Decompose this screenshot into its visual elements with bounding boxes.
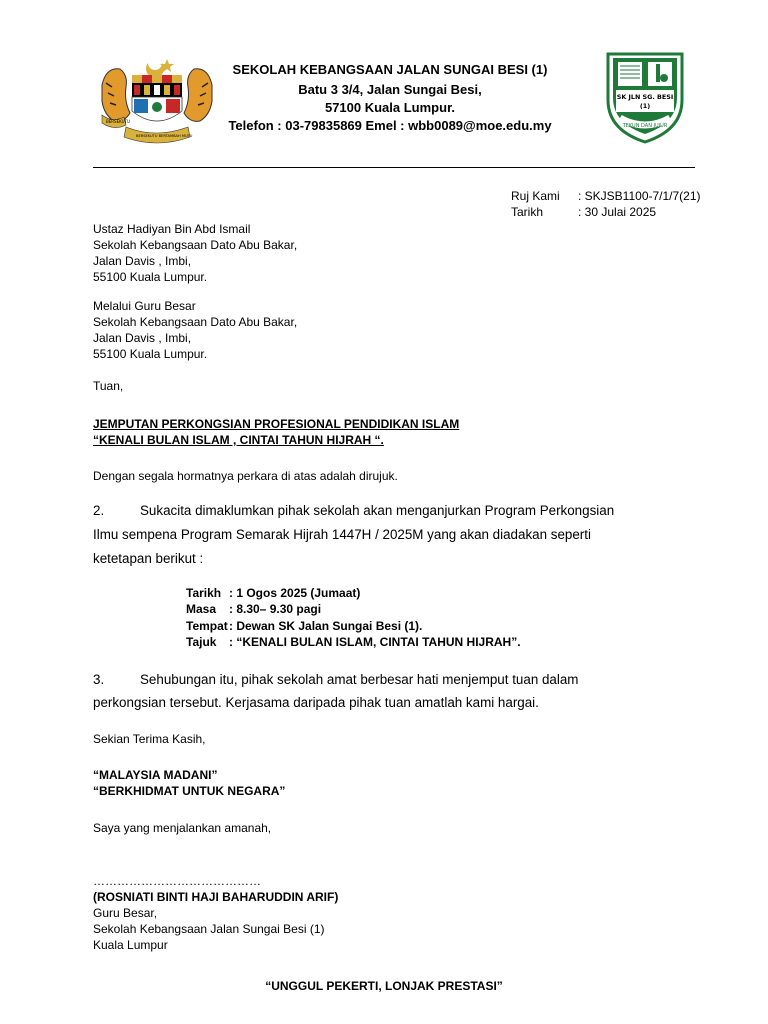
signature-dots: ……………………………………	[93, 874, 261, 888]
header-divider	[93, 167, 695, 168]
detail-label: Masa	[186, 602, 217, 616]
detail-value: : Dewan SK Jalan Sungai Besi (1).	[229, 619, 423, 633]
detail-value: : 8.30– 9.30 pagi	[229, 602, 322, 616]
school-crest-logo	[600, 48, 690, 144]
slogan-1: “MALAYSIA MADANI”	[93, 768, 218, 782]
para2-line-2: Ilmu sempena Program Semarak Hijrah 1447H / 2025M yang akan diadakan seperti	[93, 527, 591, 542]
tarikh-label: Tarikh	[511, 205, 544, 219]
para3-line-2: perkongsian tersebut. Kerjasama daripada pihak tuan amatlah kami hargai.	[93, 695, 539, 710]
school-address-2: 57100 Kuala Lumpur.	[324, 100, 456, 115]
via-line: Jalan Davis , Imbi,	[93, 331, 192, 345]
signatory-title: Guru Besar,	[93, 906, 158, 920]
closing: Sekian Terima Kasih,	[93, 732, 206, 746]
recipient-line: Sekolah Kebangsaan Dato Abu Bakar,	[93, 238, 298, 252]
detail-row	[186, 601, 321, 617]
detail-label: Tempat	[186, 619, 228, 633]
recipient-line: 55100 Kuala Lumpur.	[93, 270, 208, 284]
detail-row	[186, 585, 360, 601]
detail-row	[186, 618, 422, 634]
recipient-line: Jalan Davis , Imbi,	[93, 254, 192, 268]
coat-of-arms-logo	[96, 55, 218, 147]
recipient-line: Ustaz Hadiyan Bin Abd Ismail	[93, 222, 251, 236]
signatory-city: Kuala Lumpur	[93, 938, 168, 952]
school-address-1: Batu 3 3/4, Jalan Sungai Besi,	[298, 82, 482, 97]
recipient-address	[93, 221, 297, 285]
footer-motto: “UNGGUL PEKERTI, LONJAK PRESTASI”	[265, 979, 503, 993]
coat-of-arms-scroll-text: BERSEKUTU	[106, 119, 130, 124]
via-line: Sekolah Kebangsaan Dato Abu Bakar,	[93, 315, 298, 329]
para2-number: 2.	[93, 503, 105, 518]
detail-value: : “KENALI BULAN ISLAM, CINTAI TAHUN HIJRAH”.	[229, 635, 521, 649]
tarikh-value: : 30 Julai 2025	[578, 205, 657, 219]
detail-label: Tarikh	[186, 586, 222, 600]
via-address	[93, 298, 297, 362]
subject-line-2: “KENALI BULAN ISLAM , CINTAI TAHUN HIJRAH “.	[93, 433, 384, 447]
via-line: Melalui Guru Besar	[93, 299, 196, 313]
crest-motto-text: TEKUN DAN JUJUR	[622, 123, 668, 129]
crest-number-text: (1)	[639, 102, 651, 110]
para2-line-1: Sukacita dimaklumkan pihak sekolah akan menganjurkan Program Perkongsian	[140, 503, 615, 518]
detail-row	[186, 634, 521, 650]
subject-line-1: JEMPUTAN PERKONGSIAN PROFESIONAL PENDIDIKAN ISLAM	[93, 417, 460, 431]
para2-line-3: ketetapan berikut :	[93, 551, 204, 566]
trust-line: Saya yang menjalankan amanah,	[93, 821, 272, 835]
para3-line-1: Sehubungan itu, pihak sekolah amat berbesar hati menjemput tuan dalam	[140, 672, 579, 687]
salutation: Tuan,	[93, 379, 124, 393]
ruj-value: : SKJSB1100-7/1/7(21)	[578, 189, 701, 203]
opening-sentence: Dengan segala hormatnya perkara di atas adalah dirujuk.	[93, 469, 398, 483]
school-name: SEKOLAH KEBANGSAAN JALAN SUNGAI BESI (1)	[232, 62, 548, 77]
para3-number: 3.	[93, 672, 105, 687]
school-contact: Telefon : 03-79835869 Emel : wbb0089@moe.edu.my	[228, 118, 552, 133]
signatory-school: Sekolah Kebangsaan Jalan Sungai Besi (1)	[93, 922, 325, 936]
via-line: 55100 Kuala Lumpur.	[93, 347, 208, 361]
signatory-name: (ROSNIATI BINTI HAJI BAHARUDDIN ARIF)	[93, 890, 339, 904]
ruj-label: Ruj Kami	[511, 189, 560, 203]
crest-school-text: SK JLN SG. BESI	[616, 93, 674, 101]
detail-label: Tajuk	[186, 635, 217, 649]
slogan-2: “BERKHIDMAT UNTUK NEGARA”	[93, 784, 286, 798]
coat-of-arms-motto-text: BERSEKUTU BERTAMBAH MUTU	[136, 134, 193, 138]
detail-value: : 1 Ogos 2025 (Jumaat)	[229, 586, 361, 600]
